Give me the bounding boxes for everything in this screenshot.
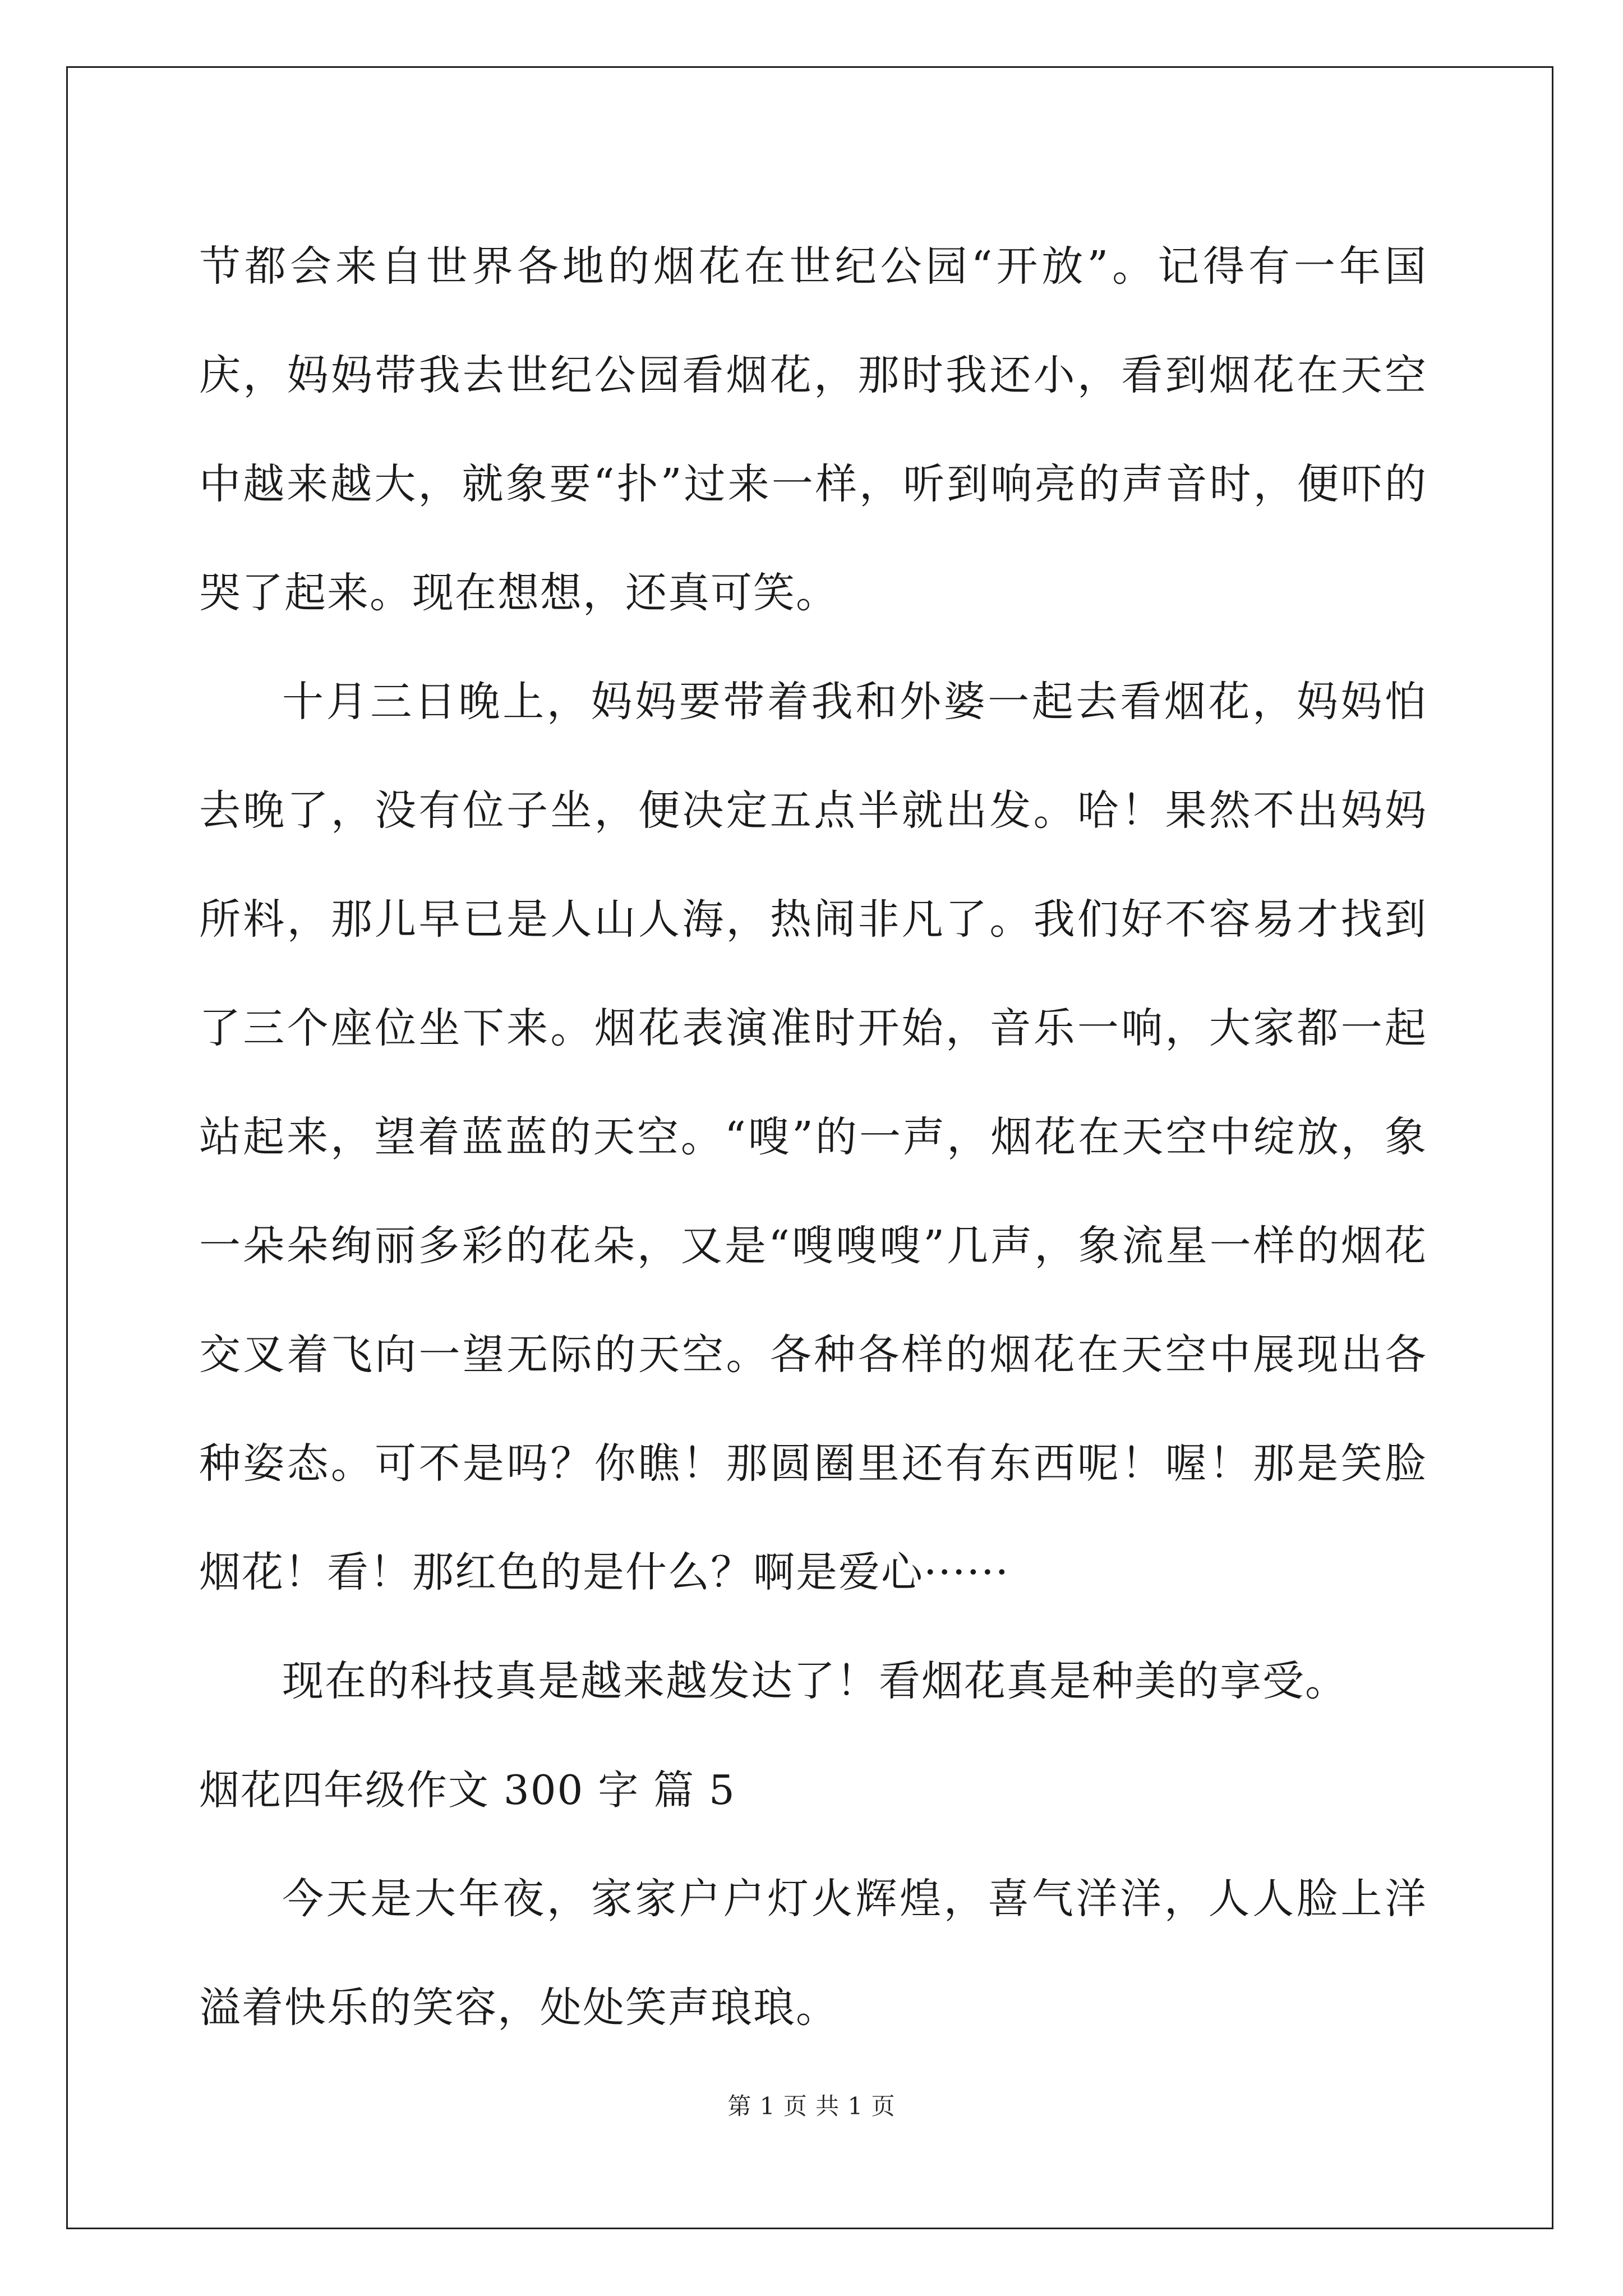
page-footer: 第 1 页 共 1 页 bbox=[727, 2092, 896, 2120]
paragraph-3: 现在的科技真是越来越发达了！看烟花真是种美的享受。 bbox=[282, 1657, 1348, 1705]
document-body bbox=[199, 212, 1427, 2062]
paragraph-1: 节都会来自世界各地的烟花在世纪公园“开放”。记得有一年国庆，妈妈带我去世纪公园看烟花，那时我还小，看到烟花在天空中越来越大，就象要“扑”过来一样，听到响亮的声音时，便吓的哭了起来。现在想想，还真可笑。 bbox=[199, 242, 1427, 617]
section-title: 烟花四年级作文 300 字 篇 5 bbox=[199, 1766, 736, 1814]
paragraph-4: 今天是大年夜，家家户户灯火辉煌，喜气洋洋，人人脸上洋溢着快乐的笑容，处处笑声琅琅。 bbox=[199, 1875, 1427, 2032]
paragraph-2: 十月三日晚上，妈妈要带着我和外婆一起去看烟花，妈妈怕去晚了，没有位子坐，便决定五点半就出发。哈！果然不出妈妈所料，那儿早已是人山人海，热闹非凡了。我们好不容易才找到了三个座位坐下来。烟花表演准时开始，音乐一响，大家都一起站起来，望着蓝蓝的天空。“嗖”的一声，烟花在天空中绽放，象一朵朵绚丽多彩的花朵，又是“嗖嗖嗖”几声，象流星一样的烟花交叉着飞向一望无际的天空。各种各样的烟花在天空中展现出各种姿态。可不是吗？你瞧！那圆圈里还有东西呢！喔！那是笑脸烟花！看！那红色的是什么？啊是爱心······ bbox=[199, 678, 1427, 1596]
